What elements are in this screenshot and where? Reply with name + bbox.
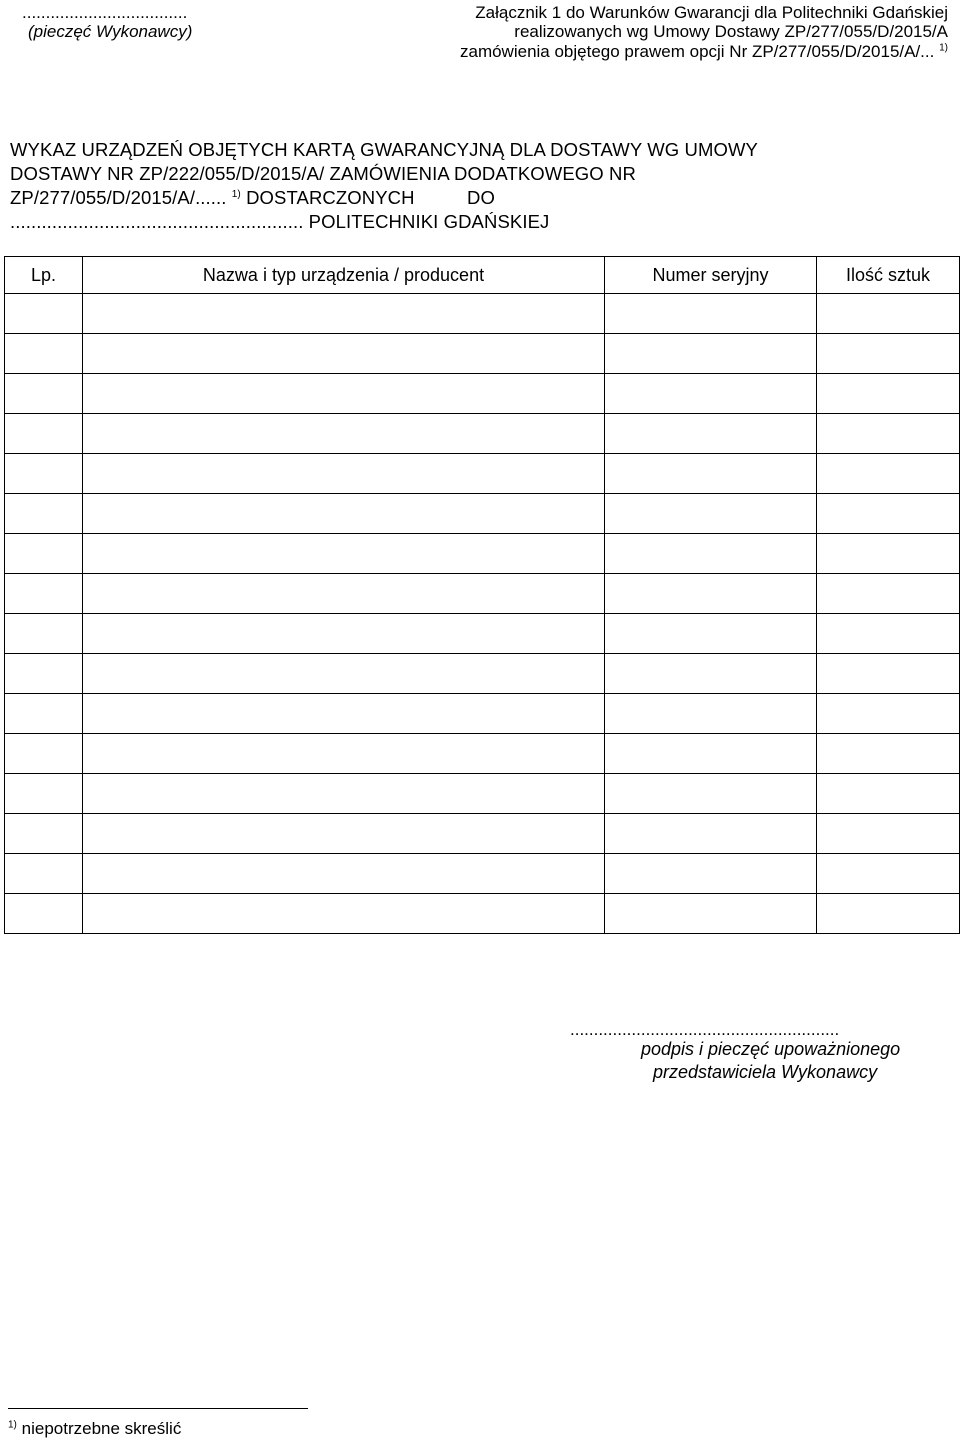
column-header-device-name: Nazwa i typ urządzenia / producent — [83, 257, 605, 294]
attachment-title: Załącznik 1 do Warunków Gwarancji dla Politechniki Gdańskiej — [475, 3, 948, 22]
cell-quantity[interactable] — [817, 414, 960, 454]
cell-lp[interactable] — [5, 894, 83, 934]
cell-lp[interactable] — [5, 654, 83, 694]
column-header-quantity: Ilość sztuk — [817, 257, 960, 294]
signature-label-line-2: przedstawiciela Wykonawcy — [653, 1062, 878, 1082]
footnote-marker: 1) — [8, 1419, 17, 1431]
cell-quantity[interactable] — [817, 294, 960, 334]
cell-quantity[interactable] — [817, 334, 960, 374]
cell-device-name[interactable] — [83, 414, 605, 454]
stamp-placeholder: ................................... — [22, 3, 188, 22]
document-title-line-3: ZP/277/055/D/2015/A/...... $^{1)}$ DOSTARCZONYCH DO — [10, 187, 495, 208]
cell-quantity[interactable] — [817, 814, 960, 854]
cell-quantity[interactable] — [817, 734, 960, 774]
attachment-option-ref: zamówienia objętego prawem opcji Nr ZP/277/055/D/2015/A/... $^{1)}$ — [459, 42, 948, 61]
cell-serial-number[interactable] — [605, 334, 817, 374]
cell-lp[interactable] — [5, 774, 83, 814]
column-header-lp: Lp. — [5, 257, 83, 294]
cell-device-name[interactable] — [83, 694, 605, 734]
cell-device-name[interactable] — [83, 374, 605, 414]
attachment-contract-ref: realizowanych wg Umowy Dostawy ZP/277/055/D/2015/A — [514, 22, 948, 41]
cell-quantity[interactable] — [817, 774, 960, 814]
signature-label-line-1: podpis i pieczęć upoważnionego — [641, 1039, 901, 1059]
cell-quantity[interactable] — [817, 374, 960, 414]
cell-serial-number[interactable] — [605, 854, 817, 894]
cell-serial-number[interactable] — [605, 454, 817, 494]
cell-serial-number[interactable] — [605, 494, 817, 534]
cell-lp[interactable] — [5, 854, 83, 894]
cell-serial-number[interactable] — [605, 534, 817, 574]
cell-device-name[interactable] — [83, 854, 605, 894]
table-row — [5, 494, 960, 534]
cell-quantity[interactable] — [817, 494, 960, 534]
cell-lp[interactable] — [5, 414, 83, 454]
cell-device-name[interactable] — [83, 494, 605, 534]
cell-serial-number[interactable] — [605, 374, 817, 414]
table-row — [5, 414, 960, 454]
document-title-line-1: WYKAZ URZĄDZEŃ OBJĘTYCH KARTĄ GWARANCYJNĄ DLA DOSTAWY WG UMOWY — [10, 139, 758, 160]
cell-quantity[interactable] — [817, 574, 960, 614]
table-row — [5, 694, 960, 734]
cell-quantity[interactable] — [817, 614, 960, 654]
table-row — [5, 814, 960, 854]
cell-quantity[interactable] — [817, 454, 960, 494]
cell-serial-number[interactable] — [605, 614, 817, 654]
cell-lp[interactable] — [5, 494, 83, 534]
cell-serial-number[interactable] — [605, 814, 817, 854]
cell-serial-number[interactable] — [605, 574, 817, 614]
table-row — [5, 774, 960, 814]
document-title-line-4: ........................................................ POLITECHNIKI GDAŃSKIEJ — [10, 211, 550, 232]
cell-serial-number[interactable] — [605, 774, 817, 814]
table-row — [5, 334, 960, 374]
cell-serial-number[interactable] — [605, 894, 817, 934]
table-header-row — [5, 257, 960, 294]
cell-serial-number[interactable] — [605, 294, 817, 334]
cell-quantity[interactable] — [817, 534, 960, 574]
cell-quantity[interactable] — [817, 854, 960, 894]
table-row — [5, 294, 960, 334]
table-row — [5, 614, 960, 654]
cell-device-name[interactable] — [83, 574, 605, 614]
cell-lp[interactable] — [5, 294, 83, 334]
table-row — [5, 454, 960, 494]
cell-lp[interactable] — [5, 534, 83, 574]
devices-table — [4, 256, 960, 934]
cell-lp[interactable] — [5, 694, 83, 734]
cell-device-name[interactable] — [83, 734, 605, 774]
cell-lp[interactable] — [5, 734, 83, 774]
cell-device-name[interactable] — [83, 534, 605, 574]
cell-device-name[interactable] — [83, 814, 605, 854]
table-row — [5, 894, 960, 934]
cell-serial-number[interactable] — [605, 694, 817, 734]
footnote: $^{1)}$ niepotrzebne skreślić — [8, 1419, 182, 1438]
cell-lp[interactable] — [5, 374, 83, 414]
cell-device-name[interactable] — [83, 294, 605, 334]
cell-quantity[interactable] — [817, 694, 960, 734]
cell-device-name[interactable] — [83, 894, 605, 934]
table-row — [5, 534, 960, 574]
cell-serial-number[interactable] — [605, 654, 817, 694]
cell-device-name[interactable] — [83, 614, 605, 654]
cell-lp[interactable] — [5, 454, 83, 494]
signature-placeholder: ......................................................... — [570, 1020, 840, 1039]
column-header-serial-number: Numer seryjny — [605, 257, 817, 294]
cell-device-name[interactable] — [83, 454, 605, 494]
cell-serial-number[interactable] — [605, 414, 817, 454]
cell-serial-number[interactable] — [605, 734, 817, 774]
table-row — [5, 654, 960, 694]
cell-device-name[interactable] — [83, 334, 605, 374]
cell-lp[interactable] — [5, 814, 83, 854]
footnote-marker: 1) — [231, 188, 241, 200]
table-row — [5, 854, 960, 894]
document-title-line-2: DOSTAWY NR ZP/222/055/D/2015/A/ ZAMÓWIENIA DODATKOWEGO NR — [10, 163, 636, 184]
table-row — [5, 374, 960, 414]
footnote-divider — [8, 1408, 308, 1409]
cell-lp[interactable] — [5, 334, 83, 374]
cell-device-name[interactable] — [83, 774, 605, 814]
cell-lp[interactable] — [5, 614, 83, 654]
footnote-marker: 1) — [939, 42, 948, 54]
table-row — [5, 574, 960, 614]
cell-device-name[interactable] — [83, 654, 605, 694]
cell-quantity[interactable] — [817, 894, 960, 934]
stamp-label: (pieczęć Wykonawcy) — [28, 22, 193, 41]
table-row — [5, 734, 960, 774]
cell-quantity[interactable] — [817, 654, 960, 694]
cell-lp[interactable] — [5, 574, 83, 614]
